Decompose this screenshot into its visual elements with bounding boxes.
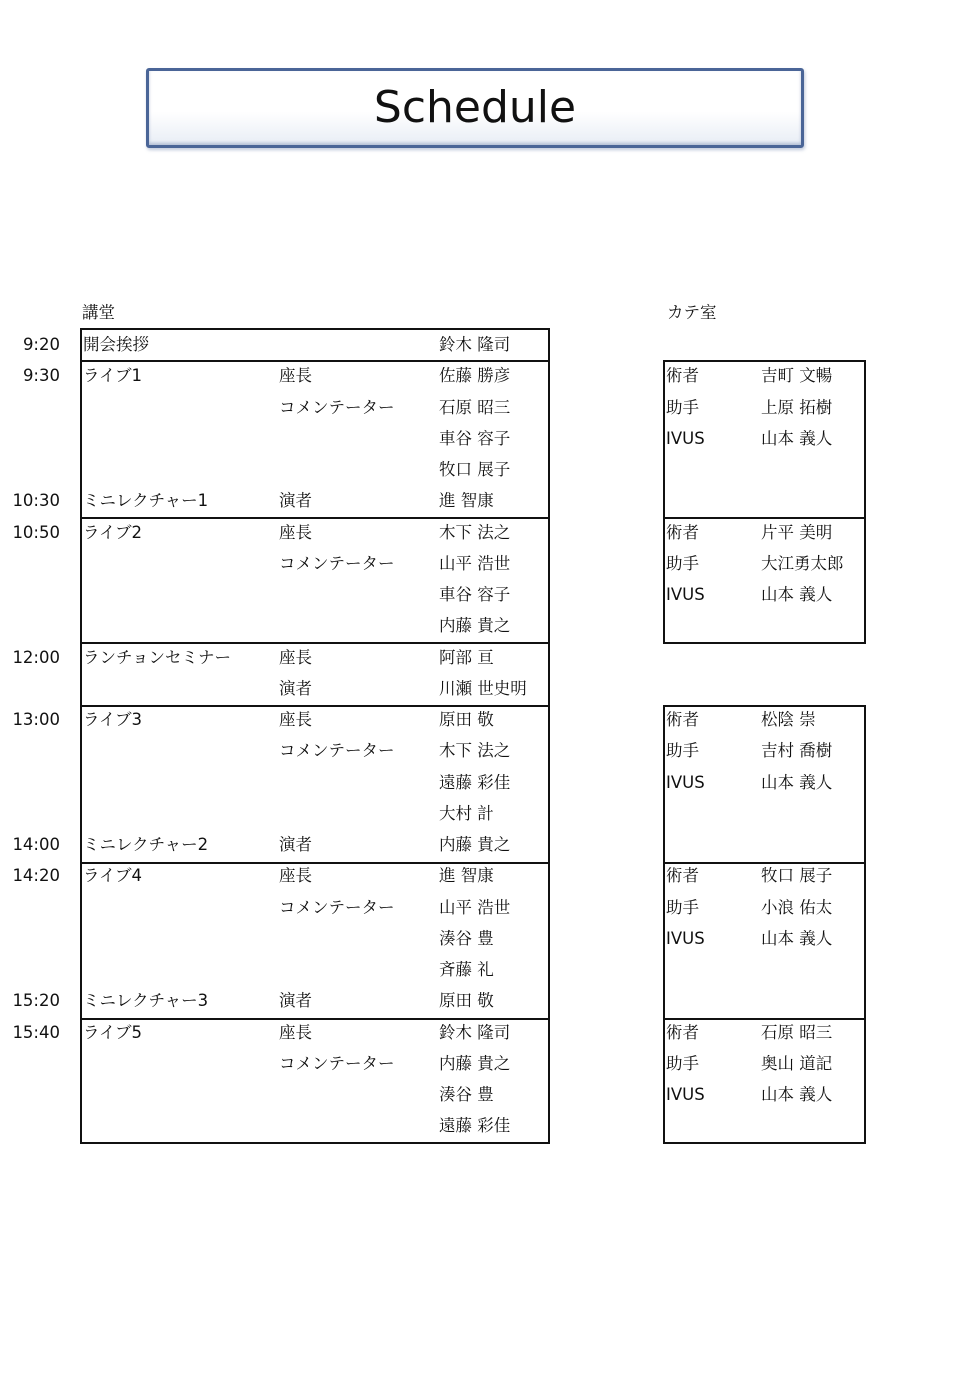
cath-name-cell: 山本 義人 [761, 929, 833, 948]
role-cell: 座長 [279, 366, 312, 385]
speaker-name-cell: 原田 敬 [439, 991, 494, 1010]
cath-role-cell: IVUS [666, 429, 705, 448]
role-cell: 演者 [279, 679, 312, 698]
time-cell: 10:30 [12, 491, 60, 510]
speaker-name-cell: 山平 浩世 [439, 554, 511, 573]
cath-name-cell: 山本 義人 [761, 585, 833, 604]
cath-role-cell: 術者 [666, 866, 699, 885]
cath-role-cell: 術者 [666, 710, 699, 729]
session-cell: 開会挨拶 [83, 335, 149, 354]
speaker-name-cell: 阿部 亘 [439, 648, 494, 667]
time-cell: 15:40 [12, 1023, 60, 1042]
cath-room-label: カテ室 [667, 303, 717, 322]
session-cell: ライブ2 [83, 523, 143, 542]
speaker-name-cell: 湊谷 豊 [439, 929, 494, 948]
cath-name-cell: 吉村 喬樹 [761, 741, 833, 760]
cath-name-cell: 小浪 佑太 [761, 898, 833, 917]
speaker-name-cell: 内藤 貴之 [439, 616, 511, 635]
cath-name-cell: 牧口 展子 [761, 866, 833, 885]
speaker-name-cell: 石原 昭三 [439, 398, 511, 417]
cath-role-cell: 術者 [666, 1023, 699, 1042]
speaker-name-cell: 山平 浩世 [439, 898, 511, 917]
role-cell: 座長 [279, 648, 312, 667]
hall-room-label: 講堂 [82, 303, 115, 322]
speaker-name-cell: 川瀬 世史明 [439, 679, 527, 698]
cath-name-cell: 上原 拓樹 [761, 398, 833, 417]
cath-name-cell: 山本 義人 [761, 1085, 833, 1104]
session-cell: ライブ4 [83, 866, 143, 885]
speaker-name-cell: 車谷 容子 [439, 585, 511, 604]
cath-role-cell: IVUS [666, 1085, 705, 1104]
role-cell: 演者 [279, 991, 312, 1010]
time-cell: 10:50 [12, 523, 60, 542]
time-cell: 9:20 [22, 335, 60, 354]
time-cell: 14:00 [12, 835, 60, 854]
speaker-name-cell: 進 智康 [439, 491, 494, 510]
speaker-name-cell: 車谷 容子 [439, 429, 511, 448]
cath-role-cell: 助手 [666, 398, 699, 417]
speaker-name-cell: 内藤 貴之 [439, 1054, 511, 1073]
time-cell: 13:00 [12, 710, 60, 729]
role-cell: 座長 [279, 866, 312, 885]
time-cell: 15:20 [12, 991, 60, 1010]
role-cell: コメンテーター [279, 1054, 395, 1073]
speaker-name-cell: 木下 法之 [439, 741, 511, 760]
role-cell: コメンテーター [279, 398, 395, 417]
cath-name-cell: 山本 義人 [761, 429, 833, 448]
role-cell: コメンテーター [279, 741, 395, 760]
cath-role-cell: 術者 [666, 523, 699, 542]
speaker-name-cell: 斉藤 礼 [439, 960, 494, 979]
cath-name-cell: 石原 昭三 [761, 1023, 833, 1042]
role-cell: コメンテーター [279, 554, 395, 573]
time-cell: 9:30 [22, 366, 60, 385]
session-cell: ミニレクチャー1 [83, 491, 209, 510]
cath-role-cell: 術者 [666, 366, 699, 385]
page-title: Schedule [373, 82, 577, 133]
cath-role-cell: 助手 [666, 554, 699, 573]
session-cell: ランチョンセミナー [83, 648, 232, 667]
cath-name-cell: 山本 義人 [761, 773, 833, 792]
time-cell: 14:20 [12, 866, 60, 885]
cath-name-cell: 奥山 道記 [761, 1054, 833, 1073]
title-banner [146, 68, 804, 148]
speaker-name-cell: 遠藤 彩佳 [439, 773, 511, 792]
role-cell: 座長 [279, 523, 312, 542]
speaker-name-cell: 鈴木 隆司 [439, 1023, 511, 1042]
cath-role-cell: 助手 [666, 898, 699, 917]
role-cell: 演者 [279, 491, 312, 510]
cath-role-cell: 助手 [666, 741, 699, 760]
role-cell: コメンテーター [279, 898, 395, 917]
role-cell: 座長 [279, 710, 312, 729]
speaker-name-cell: 湊谷 豊 [439, 1085, 494, 1104]
speaker-name-cell: 大村 計 [439, 804, 494, 823]
cath-role-cell: IVUS [666, 773, 705, 792]
cath-name-cell: 吉町 文暢 [761, 366, 833, 385]
time-cell: 12:00 [12, 648, 60, 667]
speaker-name-cell: 遠藤 彩佳 [439, 1116, 511, 1135]
cath-name-cell: 松陰 崇 [761, 710, 816, 729]
cath-role-cell: 助手 [666, 1054, 699, 1073]
cath-name-cell: 大江勇太郎 [761, 554, 844, 573]
cath-role-cell: IVUS [666, 929, 705, 948]
role-cell: 演者 [279, 835, 312, 854]
speaker-name-cell: 原田 敬 [439, 710, 494, 729]
speaker-name-cell: 牧口 展子 [439, 460, 511, 479]
speaker-name-cell: 内藤 貴之 [439, 835, 511, 854]
session-cell: ミニレクチャー2 [83, 835, 209, 854]
cath-name-cell: 片平 美明 [761, 523, 833, 542]
session-cell: ライブ3 [83, 710, 143, 729]
speaker-name-cell: 佐藤 勝彦 [439, 366, 511, 385]
session-cell: ライブ1 [83, 366, 143, 385]
session-cell: ミニレクチャー3 [83, 991, 209, 1010]
role-cell: 座長 [279, 1023, 312, 1042]
speaker-name-cell: 鈴木 隆司 [439, 335, 511, 354]
speaker-name-cell: 進 智康 [439, 866, 494, 885]
session-cell: ライブ5 [83, 1023, 143, 1042]
cath-role-cell: IVUS [666, 585, 705, 604]
speaker-name-cell: 木下 法之 [439, 523, 511, 542]
